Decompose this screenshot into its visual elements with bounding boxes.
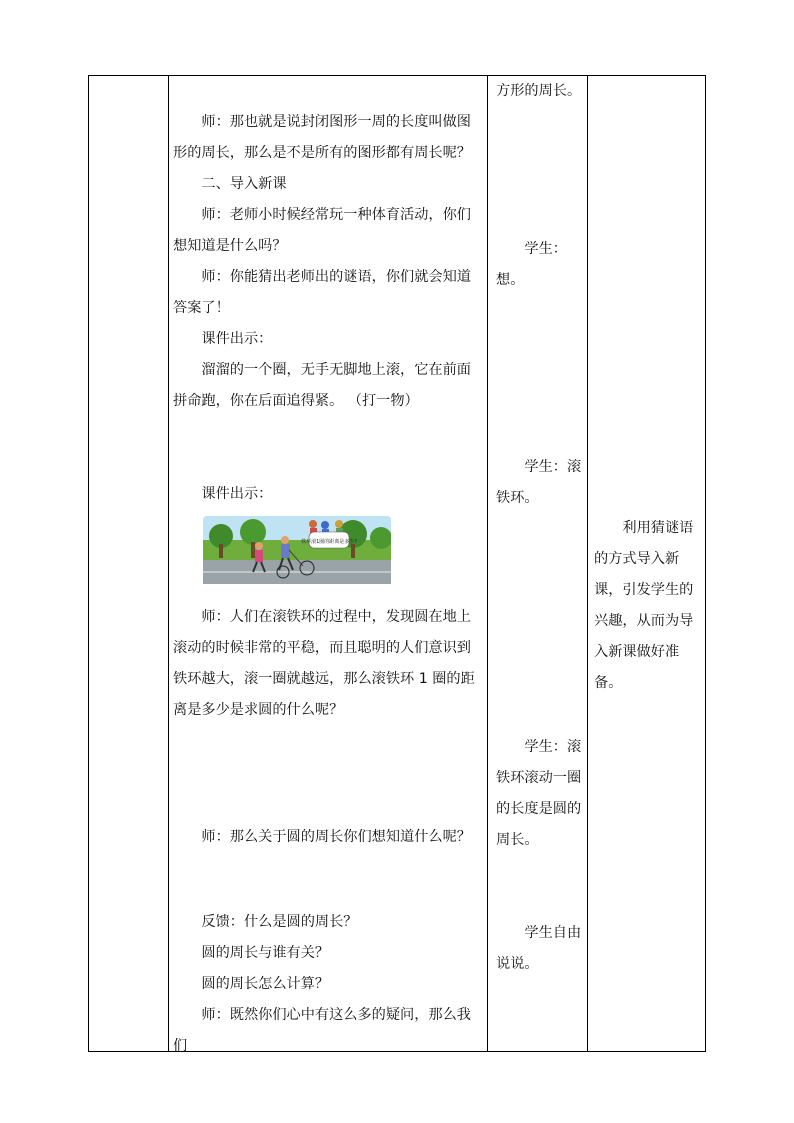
teacher-paragraph: 师：老师小时候经常玩一种体育活动，你们想知道是什么吗？ [173, 207, 471, 254]
column-divider [168, 76, 169, 1051]
teacher-paragraph: 师：你能猜出老师出的谜语，你们就会知道答案了！ [173, 269, 471, 316]
column-divider [487, 76, 488, 1051]
hoop-rolling-illustration [203, 516, 391, 584]
illustration-caption: 铁环滚1圈的距离是多少? [301, 539, 357, 545]
teacher-activity-column [173, 76, 481, 1062]
courseware-label: 课件出示： [201, 486, 273, 502]
student-activity-column [496, 76, 582, 980]
feedback-line: 圆的周长与谁有关？ [201, 945, 330, 961]
student-response: 方形的周长。 [496, 83, 582, 99]
design-intent-text: 利用猜谜语的方式导入新课，引发学生的兴趣，从而为导入新课做好准备。 [594, 520, 694, 691]
student-response: 学生：滚铁环。 [496, 459, 582, 506]
design-intent-column [594, 513, 700, 699]
teacher-paragraph: 师：那么关于圆的周长你们想知道什么呢？ [201, 829, 471, 845]
feedback-line: 反馈：什么是圆的周长？ [201, 914, 358, 930]
riddle-text: 溜溜的一个圈，无手无脚地上滚，它在前面拼命跑，你在后面追得紧。 （打一物） [173, 362, 471, 409]
student-response: 学生自由说说。 [496, 925, 582, 972]
teacher-paragraph: 师：既然你们心中有这么多的疑问，那么我们 [173, 1007, 471, 1054]
feedback-line: 圆的周长怎么计算？ [201, 976, 330, 992]
teacher-paragraph: 师：人们在滚铁环的过程中，发现圆在地上滚动的时候非常的平稳，而且聪明的人们意识到铁环越大，滚一圈就越远，那么滚铁环 1 圈的距离是多少是求圆的什么呢？ [173, 609, 475, 718]
student-response: 学生：滚铁环滚动一圈的长度是圆的周长。 [496, 739, 582, 848]
section-heading: 二、导入新课 [201, 176, 287, 192]
courseware-label: 课件出示： [201, 331, 273, 347]
student-response: 学生：想。 [496, 241, 567, 288]
teacher-paragraph: 师：那也就是说封闭图形一周的长度叫做图形的周长，那么是不是所有的图形都有周长呢？ [173, 114, 471, 161]
column-divider [587, 76, 588, 1051]
